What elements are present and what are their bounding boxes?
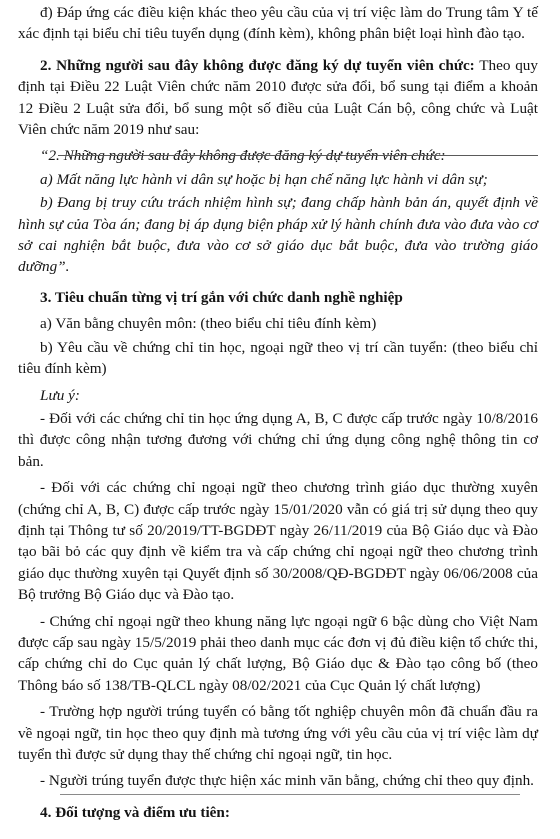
section-2-title: 2. Những người sau đây không được đăng ký dự tuyển viên chức: (40, 56, 475, 74)
quote-item-b: b) Đang bị truy cứu trách nhiệm hình sự; đang chấp hành bản án, quyết định về hình sự của Tòa án; đang bị áp dụng biện pháp xử lý hành chính đưa vào đưa vào cơ sở cai nghiện bắt buộc, đưa vào cơ sở giáo dục bắt buộc, đưa vào trường giáo dưỡng”. (18, 194, 538, 276)
quote-block-header (18, 145, 538, 166)
section-2-intro: Theo quy định tại Điều 22 Luật Viên chức năm 2010 được sửa đổi, bổ sung tại điểm a khoản 12 Điều 2 Luật sửa đổi, bổ sung một số điều của Luật Cán bộ, công chức và Luật Viên chức năm 2019 như sau: (18, 56, 538, 139)
strikethrough-rule (58, 155, 538, 156)
note-4: - Trường hợp người trúng tuyển có bằng tốt nghiệp chuyên môn đã chuẩn đầu ra về ngoại ngữ, tin học theo quy định mà tương ứng với yêu cầu của vị trí việc làm dự tuyển thì được sử dụng thay thế chứng chỉ ngoại ngữ, tin học. (18, 703, 538, 763)
note-2: - Đối với các chứng chỉ ngoại ngữ theo chương trình giáo dục thường xuyên (chứng chỉ A, B, C) được cấp trước ngày 15/01/2020 vẫn có giá trị sử dụng theo quy định tại Thông tư số 20/2019/TT-BGDĐT ngày 26/11/2019 của Bộ Giáo dục và Đào tạo bãi bỏ các quy định về kiểm tra và cấp chứng chỉ ngoại ngữ theo chương trình giáo dục thường xuyên tại Quyết định số 30/2008/QĐ-BGDĐT ngày 06/06/2008 của Bộ trưởng Bộ Giáo dục và Đào tạo. (18, 479, 538, 604)
section-3-item-b: b) Yêu cầu về chứng chỉ tin học, ngoại ngữ theo vị trí cần tuyển: (theo biểu chỉ tiêu đính kèm) (18, 338, 538, 378)
note-label: Lưu ý: (40, 386, 80, 404)
section-4-title: 4. Đối tượng và điểm ưu tiên: (40, 804, 230, 821)
note-3: - Chứng chỉ ngoại ngữ theo khung năng lực ngoại ngữ 6 bậc dùng cho Việt Nam được cấp sau ngày 15/5/2019 phải theo danh mục các đơn vị đủ điều kiện tổ chức thi, cấp chứng chỉ do Cục quản lý chất lượng, Bộ Giáo dục & Đào tạo công bố (theo Thông báo số 138/TB-QLCL ngày 08/02/2021 của Cục Quản lý chất lượng) (18, 612, 538, 694)
section-3-title: 3. Tiêu chuẩn từng vị trí gắn với chức danh nghề nghiệp (40, 288, 403, 306)
quote-item-a: a) Mất năng lực hành vi dân sự hoặc bị hạn chế năng lực hành vi dân sự; (40, 170, 488, 188)
note-1: - Đối với các chứng chỉ tin học ứng dụng A, B, C được cấp trước ngày 10/8/2016 thì được công nhận tương đương với chứng chỉ ứng dụng công nghệ thông tin cơ bản. (18, 409, 538, 470)
quote-intro: “2. Những người sau đây không được đăng ký dự tuyển viên chức: (40, 147, 446, 165)
section-2-paragraph (18, 55, 538, 141)
page-divider (60, 794, 520, 795)
section-3-item-a: a) Văn bằng chuyên môn: (theo biểu chỉ tiêu đính kèm) (40, 315, 377, 333)
paragraph-d: đ) Đáp ứng các điều kiện khác theo yêu cầu của vị trí việc làm do Trung tâm Y tế xác định tại biểu chỉ tiêu tuyển dụng (đính kèm), không phân biệt loại hình đào tạo. (18, 4, 538, 43)
note-5: - Người trúng tuyển được thực hiện xác minh văn bằng, chứng chỉ theo quy định. (40, 772, 534, 790)
